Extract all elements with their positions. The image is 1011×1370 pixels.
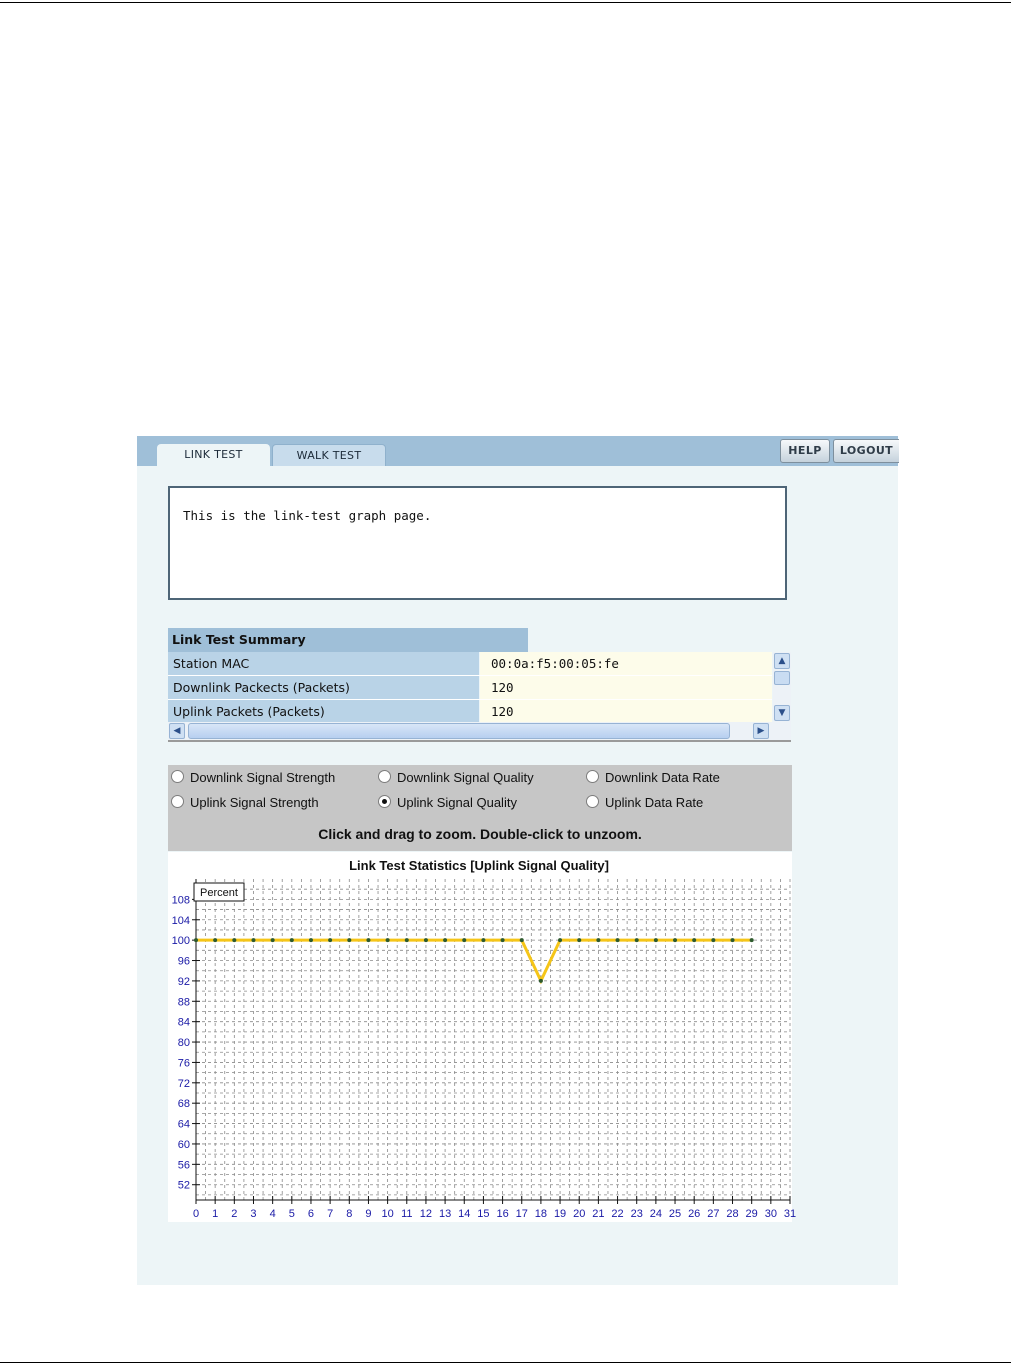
- data-point: [711, 938, 715, 942]
- y-tick-label: 96: [177, 955, 190, 968]
- x-tick-label: 25: [668, 1208, 682, 1220]
- table-row: [168, 700, 772, 723]
- y-tick-label: 92: [177, 975, 190, 988]
- radio-downlink-data-rate[interactable]: [586, 770, 720, 785]
- data-point: [501, 938, 505, 942]
- radio-uplink-signal-strength[interactable]: [171, 795, 319, 810]
- data-point: [290, 938, 294, 942]
- x-tick-label: 14: [458, 1208, 471, 1220]
- x-tick-label: 3: [250, 1208, 257, 1220]
- radio-button-selected-icon[interactable]: [378, 795, 391, 808]
- x-tick-label: 9: [365, 1208, 372, 1220]
- data-point: [405, 938, 409, 942]
- x-tick-label: 29: [745, 1208, 758, 1220]
- x-tick-label: 19: [553, 1208, 567, 1220]
- scroll-down-icon[interactable]: ▼: [774, 705, 790, 721]
- logout-button[interactable]: LOGOUT: [833, 439, 899, 463]
- data-point: [347, 938, 351, 942]
- x-tick-label: 4: [269, 1208, 276, 1220]
- radio-label: Downlink Data Rate: [605, 770, 720, 785]
- data-point: [654, 938, 658, 942]
- x-tick-label: 8: [346, 1208, 353, 1220]
- table-row: [168, 676, 772, 700]
- x-tick-label: 22: [611, 1208, 624, 1220]
- chart-title: Link Test Statistics [Uplink Signal Quality]: [349, 858, 609, 873]
- link-test-chart[interactable]: [168, 852, 797, 1222]
- y-tick-label: 84: [177, 1016, 190, 1029]
- y-tick-label: 108: [171, 894, 190, 907]
- scroll-right-icon[interactable]: ▶: [753, 723, 769, 739]
- graph-options-panel: [168, 765, 792, 851]
- data-point: [539, 979, 543, 983]
- x-tick-label: 6: [307, 1208, 315, 1220]
- data-point: [673, 938, 677, 942]
- radio-label: Uplink Signal Strength: [190, 795, 319, 810]
- x-tick-label: 28: [726, 1208, 739, 1220]
- radio-downlink-signal-strength[interactable]: [171, 770, 335, 785]
- data-point: [731, 938, 735, 942]
- scroll-up-icon[interactable]: ▲: [774, 653, 790, 669]
- radio-button-icon[interactable]: [171, 770, 184, 783]
- x-tick-label: 24: [649, 1208, 662, 1220]
- data-point: [635, 938, 639, 942]
- x-tick-label: 0: [192, 1208, 200, 1220]
- summary-value: 00:0a:f5:00:05:fe: [480, 652, 772, 675]
- x-tick-label: 15: [477, 1208, 490, 1220]
- y-tick-label: 104: [171, 914, 190, 927]
- y-axis-label: Percent: [200, 887, 238, 899]
- x-tick-label: 30: [764, 1208, 777, 1220]
- x-tick-label: 2: [231, 1208, 238, 1220]
- y-tick-label: 100: [171, 935, 190, 948]
- data-point: [520, 938, 524, 942]
- data-point: [232, 938, 236, 942]
- y-tick-label: 88: [177, 996, 190, 1009]
- summary-title: Link Test Summary: [168, 628, 528, 652]
- y-tick-label: 76: [177, 1057, 190, 1070]
- y-tick-label: 80: [177, 1037, 190, 1050]
- info-text: This is the link-test graph page.: [183, 508, 432, 523]
- summary-label: Uplink Packets (Packets): [168, 700, 479, 722]
- chart-svg[interactable]: [168, 852, 797, 1222]
- horizontal-scroll-thumb[interactable]: [188, 723, 730, 739]
- radio-uplink-signal-quality[interactable]: [378, 795, 517, 810]
- radio-label: Downlink Signal Quality: [397, 770, 534, 785]
- x-tick-label: 21: [592, 1208, 605, 1220]
- y-tick-label: 60: [177, 1138, 190, 1151]
- x-tick-label: 20: [573, 1208, 586, 1220]
- x-tick-label: 27: [707, 1208, 720, 1220]
- x-tick-label: 16: [496, 1208, 509, 1220]
- radio-button-icon[interactable]: [378, 770, 391, 783]
- page-top-rule: [0, 2, 1011, 3]
- x-tick-label: 31: [783, 1208, 797, 1220]
- data-point: [558, 938, 562, 942]
- zoom-hint: Click and drag to zoom. Double-click to unzoom.: [318, 826, 642, 842]
- data-point: [309, 938, 313, 942]
- x-tick-label: 18: [534, 1208, 548, 1220]
- data-point: [328, 938, 332, 942]
- radio-button-icon[interactable]: [586, 770, 599, 783]
- data-point: [366, 938, 370, 942]
- x-tick-label: 5: [288, 1208, 295, 1220]
- tab-link-test[interactable]: LINK TEST: [157, 444, 270, 466]
- data-point: [692, 938, 696, 942]
- y-tick-label: 52: [177, 1179, 190, 1192]
- radio-button-icon[interactable]: [586, 795, 599, 808]
- table-row: [168, 652, 772, 676]
- x-tick-label: 10: [381, 1208, 394, 1220]
- summary-label: Station MAC: [168, 652, 479, 675]
- x-tick-label: 13: [438, 1208, 452, 1220]
- radio-label: Uplink Data Rate: [605, 795, 704, 810]
- data-point: [424, 938, 428, 942]
- help-button[interactable]: HELP: [780, 439, 830, 463]
- data-point: [386, 938, 390, 942]
- data-point: [443, 938, 447, 942]
- x-tick-label: 23: [630, 1208, 643, 1220]
- radio-label: Downlink Signal Strength: [190, 770, 336, 785]
- x-tick-label: 1: [212, 1208, 219, 1220]
- y-tick-label: 68: [177, 1098, 190, 1111]
- tab-walk-test[interactable]: WALK TEST: [272, 444, 386, 466]
- page-bottom-rule: [0, 1362, 1011, 1363]
- x-tick-label: 11: [401, 1208, 413, 1220]
- vertical-scroll-thumb[interactable]: [774, 671, 790, 685]
- data-point: [750, 938, 754, 942]
- data-point: [271, 938, 275, 942]
- data-point: [251, 938, 255, 942]
- x-tick-label: 26: [688, 1208, 701, 1220]
- tab-bar: [137, 436, 898, 466]
- radio-uplink-data-rate[interactable]: [586, 795, 703, 810]
- x-tick-label: 12: [419, 1208, 433, 1220]
- summary-value: 120: [480, 700, 772, 722]
- data-point: [213, 938, 217, 942]
- x-tick-label: 7: [327, 1208, 334, 1220]
- data-point: [462, 938, 466, 942]
- info-box: [168, 486, 787, 600]
- radio-button-icon[interactable]: [171, 795, 184, 808]
- summary-horizontal-scrollbar[interactable]: [168, 722, 791, 742]
- summary-vertical-scrollbar[interactable]: [773, 652, 791, 722]
- scroll-left-icon[interactable]: ◀: [169, 723, 185, 739]
- y-tick-label: 64: [177, 1118, 190, 1131]
- y-tick-label: 72: [177, 1077, 190, 1090]
- data-point: [481, 938, 485, 942]
- data-point: [194, 938, 198, 942]
- data-point: [596, 938, 600, 942]
- x-tick-label: 17: [515, 1208, 528, 1220]
- data-point: [577, 938, 581, 942]
- summary-label: Downlink Packects (Packets): [168, 676, 479, 699]
- y-tick-label: 56: [177, 1159, 190, 1172]
- radio-label: Uplink Signal Quality: [397, 795, 517, 810]
- radio-downlink-signal-quality[interactable]: [378, 770, 534, 785]
- summary-value: 120: [480, 676, 772, 699]
- data-point: [616, 938, 620, 942]
